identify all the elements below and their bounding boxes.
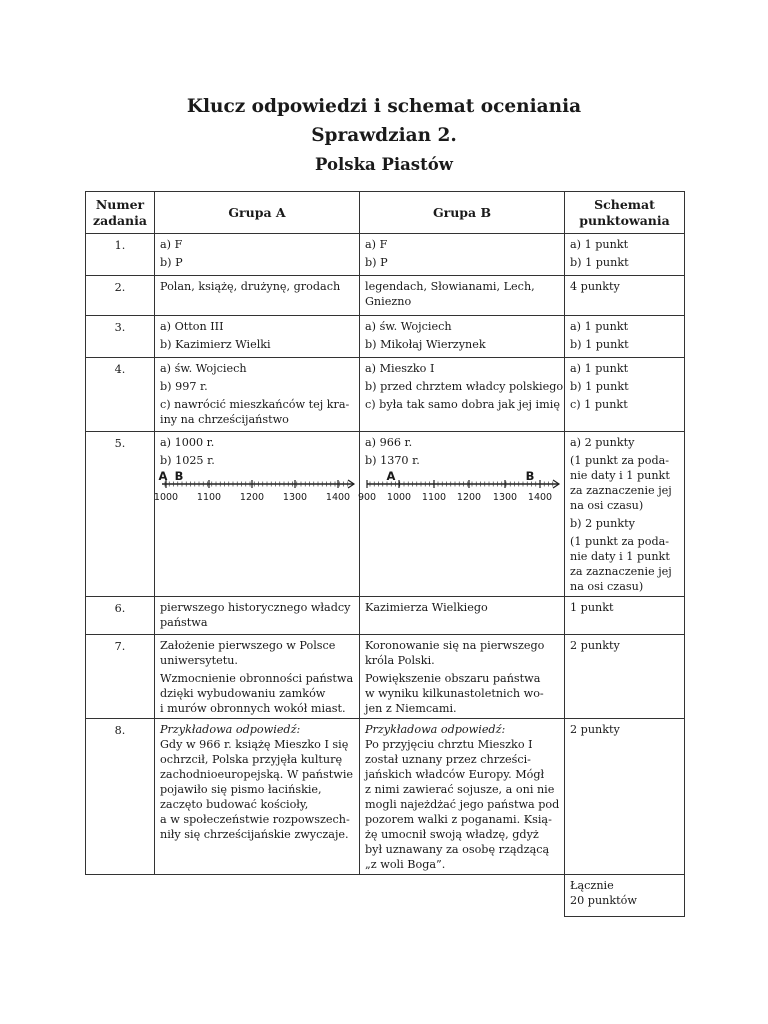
- header-num: Numer zadania: [86, 192, 155, 234]
- empty-cell: [86, 875, 155, 917]
- answer-line: b) 997 r.: [160, 380, 208, 393]
- answer-line: b) 1025 r.: [160, 454, 215, 467]
- score-line: 2 punkty: [570, 723, 620, 736]
- timeline-a-tick-label: 1000: [153, 492, 179, 503]
- answer-a: [155, 234, 360, 276]
- answer-line: został uznany przez chrześci-: [365, 753, 531, 766]
- table-row: [86, 276, 685, 316]
- total-cell: [565, 875, 685, 917]
- answer-a: [155, 719, 360, 875]
- total-label: Łącznie: [570, 879, 614, 892]
- table-row: [86, 635, 685, 719]
- score-line: (1 punkt za poda-: [570, 454, 670, 467]
- answer-line: a) św. Wojciech: [160, 362, 247, 375]
- answer-line: z nimi zawierać sojusze, a oni nie: [365, 783, 555, 796]
- score: [565, 432, 685, 597]
- answer-line: a) F: [160, 238, 183, 251]
- timeline-a-tick-label: 1100: [196, 492, 222, 503]
- answer-line: a) 966 r.: [365, 436, 413, 449]
- answer-line: żę umocnił swoją władzę, gdyż: [365, 828, 539, 841]
- task-number: 5.: [86, 432, 155, 597]
- document-header: [0, 92, 768, 176]
- score-line: a) 1 punkt: [570, 362, 629, 375]
- answer-line: zachodnioeuropejską. W państwie: [160, 768, 354, 781]
- score-line: za zaznaczenie jej: [570, 484, 672, 497]
- answer-b: [360, 316, 565, 358]
- answer-line: króla Polski.: [365, 654, 435, 667]
- answer-line: Polan, książę, drużynę, grodach: [160, 280, 341, 293]
- answer-line: a) Otton III: [160, 320, 224, 333]
- empty-cell: [155, 875, 360, 917]
- timeline-b-mark-a: A: [386, 469, 396, 483]
- answer-line: a w społeczeństwie rozpowszech-: [160, 813, 350, 826]
- task-number: 6.: [86, 597, 155, 635]
- score-line: nie daty i 1 punkt: [570, 550, 670, 563]
- task-number: 4.: [86, 358, 155, 432]
- answer-line: dzięki wybudowaniu zamków: [160, 687, 326, 700]
- timeline-b-mark-b: B: [525, 469, 535, 483]
- answer-line: c) nawrócić mieszkańców tej kra-: [160, 398, 350, 411]
- task-number: 8.: [86, 719, 155, 875]
- timeline-b-tick-label: 1000: [386, 492, 412, 503]
- answer-b: [357, 432, 565, 597]
- timeline-b-svg: [357, 469, 565, 506]
- answer-label: Przykładowa odpowiedź:: [365, 723, 506, 736]
- answer-a: [155, 276, 360, 316]
- answer-line: państwa: [160, 616, 208, 629]
- answer-label: Przykładowa odpowiedź:: [160, 723, 301, 736]
- timeline-b-tick-label: 1400: [527, 492, 553, 503]
- answer-line: legendach, Słowianami, Lech,: [365, 280, 535, 293]
- answer-line: mogli najeżdżać jego państwa pod: [365, 798, 560, 811]
- answer-line: c) była tak samo dobra jak jej imię: [365, 398, 560, 411]
- answer-line: iny na chrześcijaństwo: [160, 413, 289, 426]
- answer-line: a) św. Wojciech: [365, 320, 452, 333]
- task-number: 3.: [86, 316, 155, 358]
- score-line: c) 1 punkt: [570, 398, 628, 411]
- answer-line: a) F: [365, 238, 388, 251]
- task-number: 1.: [86, 234, 155, 276]
- answer-a: [155, 635, 360, 719]
- answer-line: jańskich władców Europy. Mógł: [365, 768, 545, 781]
- answer-line: b) Mikołaj Wierzynek: [365, 338, 486, 351]
- score-line: 1 punkt: [570, 601, 614, 614]
- score: [565, 276, 685, 316]
- score-line: b) 1 punkt: [570, 380, 629, 393]
- answer-line: b) P: [365, 256, 388, 269]
- score-line: b) 1 punkt: [570, 256, 629, 269]
- score: [565, 597, 685, 635]
- score-line: na osi czasu): [570, 580, 644, 593]
- header-row: [86, 192, 685, 234]
- score: [565, 316, 685, 358]
- answer-line: „z woli Boga”.: [365, 858, 446, 871]
- answer-line: b) P: [160, 256, 183, 269]
- score: [565, 358, 685, 432]
- answer-line: był uznawany za osobę rządzącą: [365, 843, 550, 856]
- empty-cell: [360, 875, 565, 917]
- timeline-b-tick-label: 1200: [456, 492, 482, 503]
- score-line: b) 2 punkty: [570, 517, 635, 530]
- document-title: Klucz odpowiedzi i schemat oceniania: [186, 96, 582, 117]
- answer-line: b) Kazimierz Wielki: [160, 338, 271, 351]
- timeline-a-mark-b: B: [174, 469, 184, 483]
- answer-line: a) 1000 r.: [160, 436, 215, 449]
- table-row: [86, 597, 685, 635]
- timeline-b: [357, 469, 559, 504]
- answer-line: Gniezno: [365, 295, 412, 308]
- answer-b: [360, 635, 565, 719]
- score-line: nie daty i 1 punkt: [570, 469, 670, 482]
- total-value: 20 punktów: [570, 894, 637, 907]
- table-row: [86, 719, 685, 875]
- task-number: 7.: [86, 635, 155, 719]
- answer-line: w wyniku kilkunastoletnich wo-: [365, 687, 544, 700]
- answer-b: [360, 358, 565, 432]
- score-line: b) 1 punkt: [570, 338, 629, 351]
- answer-line: Po przyjęciu chrztu Mieszko I: [365, 738, 533, 751]
- answer-line: Gdy w 966 r. książę Mieszko I się: [160, 738, 349, 751]
- score-line: a) 1 punkt: [570, 238, 629, 251]
- score-line: 4 punkty: [570, 280, 620, 293]
- answer-b: [360, 234, 565, 276]
- table-row: [86, 358, 685, 432]
- score-line: a) 2 punkty: [570, 436, 635, 449]
- answer-line: i murów obronnych wokół miast.: [160, 702, 346, 715]
- document-topic: Polska Piastów: [315, 155, 453, 174]
- answer-line: pozorem walki z poganami. Ksią-: [365, 813, 552, 826]
- timeline-b-tick-label: 1300: [492, 492, 518, 503]
- score: [565, 635, 685, 719]
- answer-line: uniwersytetu.: [160, 654, 238, 667]
- table-row: [86, 432, 685, 597]
- answer-line: b) 1370 r.: [365, 454, 420, 467]
- answer-key-table: [85, 191, 685, 917]
- score-line: a) 1 punkt: [570, 320, 629, 333]
- answer-line: Wzmocnienie obronności państwa: [160, 672, 354, 685]
- document-subtitle: Sprawdzian 2.: [311, 125, 457, 146]
- answer-b: [360, 719, 565, 875]
- answer-b: [360, 597, 565, 635]
- answer-line: b) przed chrztem władcy polskiego: [365, 380, 564, 393]
- score-line: (1 punkt za poda-: [570, 535, 670, 548]
- answer-line: jen z Niemcami.: [365, 702, 457, 715]
- table-row: [86, 316, 685, 358]
- answer-line: Kazimierza Wielkiego: [365, 601, 488, 614]
- timeline-a-svg: [153, 469, 360, 506]
- score: [565, 234, 685, 276]
- task-number: 2.: [86, 276, 155, 316]
- timeline-a-tick-label: 1300: [282, 492, 308, 503]
- answer-line: a) Mieszko I: [365, 362, 435, 375]
- timeline-b-tick-label: 1100: [421, 492, 447, 503]
- answer-line: zaczęto budować kościoły,: [160, 798, 309, 811]
- answer-line: Powiększenie obszaru państwa: [365, 672, 541, 685]
- timeline-a-tick-label: 1200: [239, 492, 265, 503]
- timeline-a-tick-label: 1400: [325, 492, 351, 503]
- answer-line: pojawiło się pismo łacińskie,: [160, 783, 322, 796]
- timeline-b-tick-label: 900: [357, 492, 377, 503]
- answer-line: niły się chrześcijańskie zwyczaje.: [160, 828, 349, 841]
- answer-line: Koronowanie się na pierwszego: [365, 639, 545, 652]
- score-line: 2 punkty: [570, 639, 620, 652]
- answer-line: ochrzcił, Polska przyjęła kulturę: [160, 753, 343, 766]
- header-score: Schemat punktowania: [565, 192, 685, 234]
- timeline-a-mark-a: A: [158, 469, 168, 483]
- score-line: za zaznaczenie jej: [570, 565, 672, 578]
- answer-a: [155, 316, 360, 358]
- header-group-b: Grupa B: [360, 192, 565, 234]
- header-group-a: Grupa A: [155, 192, 360, 234]
- score-line: na osi czasu): [570, 499, 644, 512]
- score: [565, 719, 685, 875]
- answer-a: [155, 597, 360, 635]
- answer-line: pierwszego historycznego władcy: [160, 601, 351, 614]
- timeline-a: [153, 469, 354, 504]
- answer-a: [155, 358, 360, 432]
- total-row: [86, 875, 685, 917]
- answer-line: Założenie pierwszego w Polsce: [160, 639, 336, 652]
- answer-a: [155, 432, 360, 597]
- answer-b: [360, 276, 565, 316]
- table-row: [86, 234, 685, 276]
